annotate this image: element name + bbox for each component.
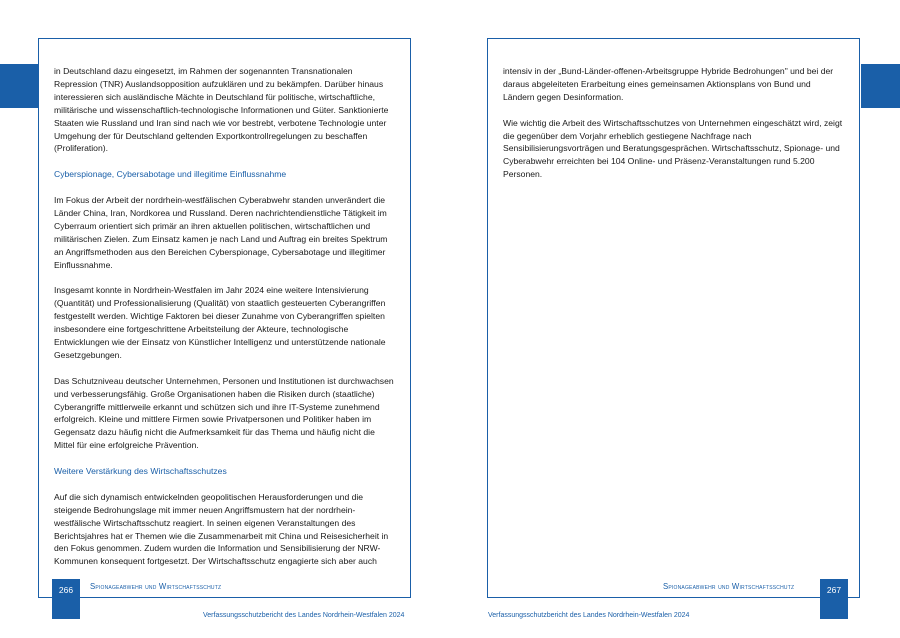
paragraph: Auf die sich dynamisch entwickelnden geopolitischen Herausforderungen und die steigende Bedrohungslage mit immer neuen Angriffsmustern hat der nordrhein-westfälische Wirtschaftsschutz reagiert. In seinen eigenen Veranstaltungen des Berichtsjahres hat er Themen wie die Zusammenarbeit mit China und Reisesicherheit in den Fokus genommen. Zudem wurden die Information und Sensibilisierung der NRW-Kommunen konsequent fortgesetzt. Der Wirtschaftsschutz engagierte sich aber auch bbox=[54, 491, 389, 567]
left-page bbox=[38, 38, 411, 598]
footer-text: Verfassungsschutzbericht des Landes Nordrhein-Westfalen 2024 bbox=[488, 612, 690, 619]
paragraph: Im Fokus der Arbeit der nordrhein-westfälischen Cyberabwehr standen unverändert die Länder China, Iran, Nordkorea und Russland. Deren nachrichtendienstliche Tätigkeit im Cyberraum orientiert sich primär an ihren aktuellen politischen, wirtschaftlichen und militärischen Zielen. Zum Einsatz kamen je nach Land und Auftrag ein breites Spektrum an Angriffsmethoden aus den Bereichen Cyberspionage, Cybersabotage und illegitimer Einflussnahme. bbox=[54, 195, 388, 270]
right-page-body bbox=[503, 65, 843, 194]
paragraph: in Deutschland dazu eingesetzt, im Rahmen der sogenannten Transnationalen Repression (TNR) Auslandsopposition aufzuklären und zu bekämpfen. Darüber hinaus interessieren sich ausländische Mächte in Deutschland für politische, wirtschaftliche, militärische und wissenschaftlich-technologische Informationen und Güter. Sanktionierte Staaten wie Russland und Iran sind nach wie vor bestrebt, verbotene Technologie unter Umgehung der für Deutschland geltenden Exportkontrollregelungen zu beschaffen (Proliferation). bbox=[54, 66, 389, 154]
paragraph: intensiv in der „Bund-Länder-offenen-Arbeitsgruppe Hybride Bedrohungen" und bei der daraus abgeleiteten Erarbeitung eines gemeinsamen Aktionsplans von Bund und Ländern gegen Desinformation. bbox=[503, 66, 834, 102]
paragraph: Das Schutzniveau deutscher Unternehmen, Personen und Institutionen ist durchwachsen und verbesserungsfähig. Große Organisationen haben die Risiken durch (staatliche) Cyberangriffe mittlerweile erkannt und schützen sich und ihre IT-Systeme zunehmend erfolgreich. Kleine und mittlere Firmen sowie Privatpersonen und Politiker haben im Gegensatz dazu häufig nicht die Aufmerksamkeit für das Thema und häufig nicht die Mittel für eine erfolgreiche Prävention. bbox=[54, 375, 394, 451]
section-heading: Weitere Verstärkung des Wirtschaftsschutzes bbox=[54, 466, 227, 477]
section-heading: Cyberspionage, Cybersabotage und illegitime Einflussnahme bbox=[54, 169, 287, 180]
paragraph: Wie wichtig die Arbeit des Wirtschaftsschutzes von Unternehmen eingeschätzt wird, zeigt die gegenüber dem Vorjahr erheblich gestiegene Nachfrage nach Sensibilisierungsvorträgen und Beratungsgesprächen. Wirtschaftsschutz, Spionage- und Cyberabwehr erreichten bei 104 Online- und Präsenz-Veranstaltungen rund 5.200 Personen. bbox=[503, 117, 843, 180]
page-number: 266 bbox=[52, 579, 80, 619]
right-edge-tab bbox=[861, 64, 900, 108]
right-page bbox=[487, 38, 860, 598]
running-title: Spionageabwehr und Wirtschaftsschutz bbox=[663, 582, 795, 591]
left-page-body bbox=[54, 65, 394, 581]
running-title: Spionageabwehr und Wirtschaftsschutz bbox=[90, 582, 222, 591]
page-number: 267 bbox=[820, 579, 848, 619]
paragraph: Insgesamt konnte in Nordrhein-Westfalen im Jahr 2024 eine weitere Intensivierung (Quantität) und Professionalisierung (Qualität) von staatlich gesteuerten Cyberangriffen festgestellt werden. Wichtige Faktoren bei dieser Zunahme von Cyberangriffen spielten insbesondere eine fortgeschrittene Arbeitsteilung der Akteure, technologische Entwicklungen wie der Einsatz von Künstlicher Intelligenz und unterstützende nationale Gesetzgebungen. bbox=[54, 285, 386, 360]
left-edge-tab bbox=[0, 64, 38, 108]
footer-text: Verfassungsschutzbericht des Landes Nordrhein-Westfalen 2024 bbox=[203, 612, 405, 619]
